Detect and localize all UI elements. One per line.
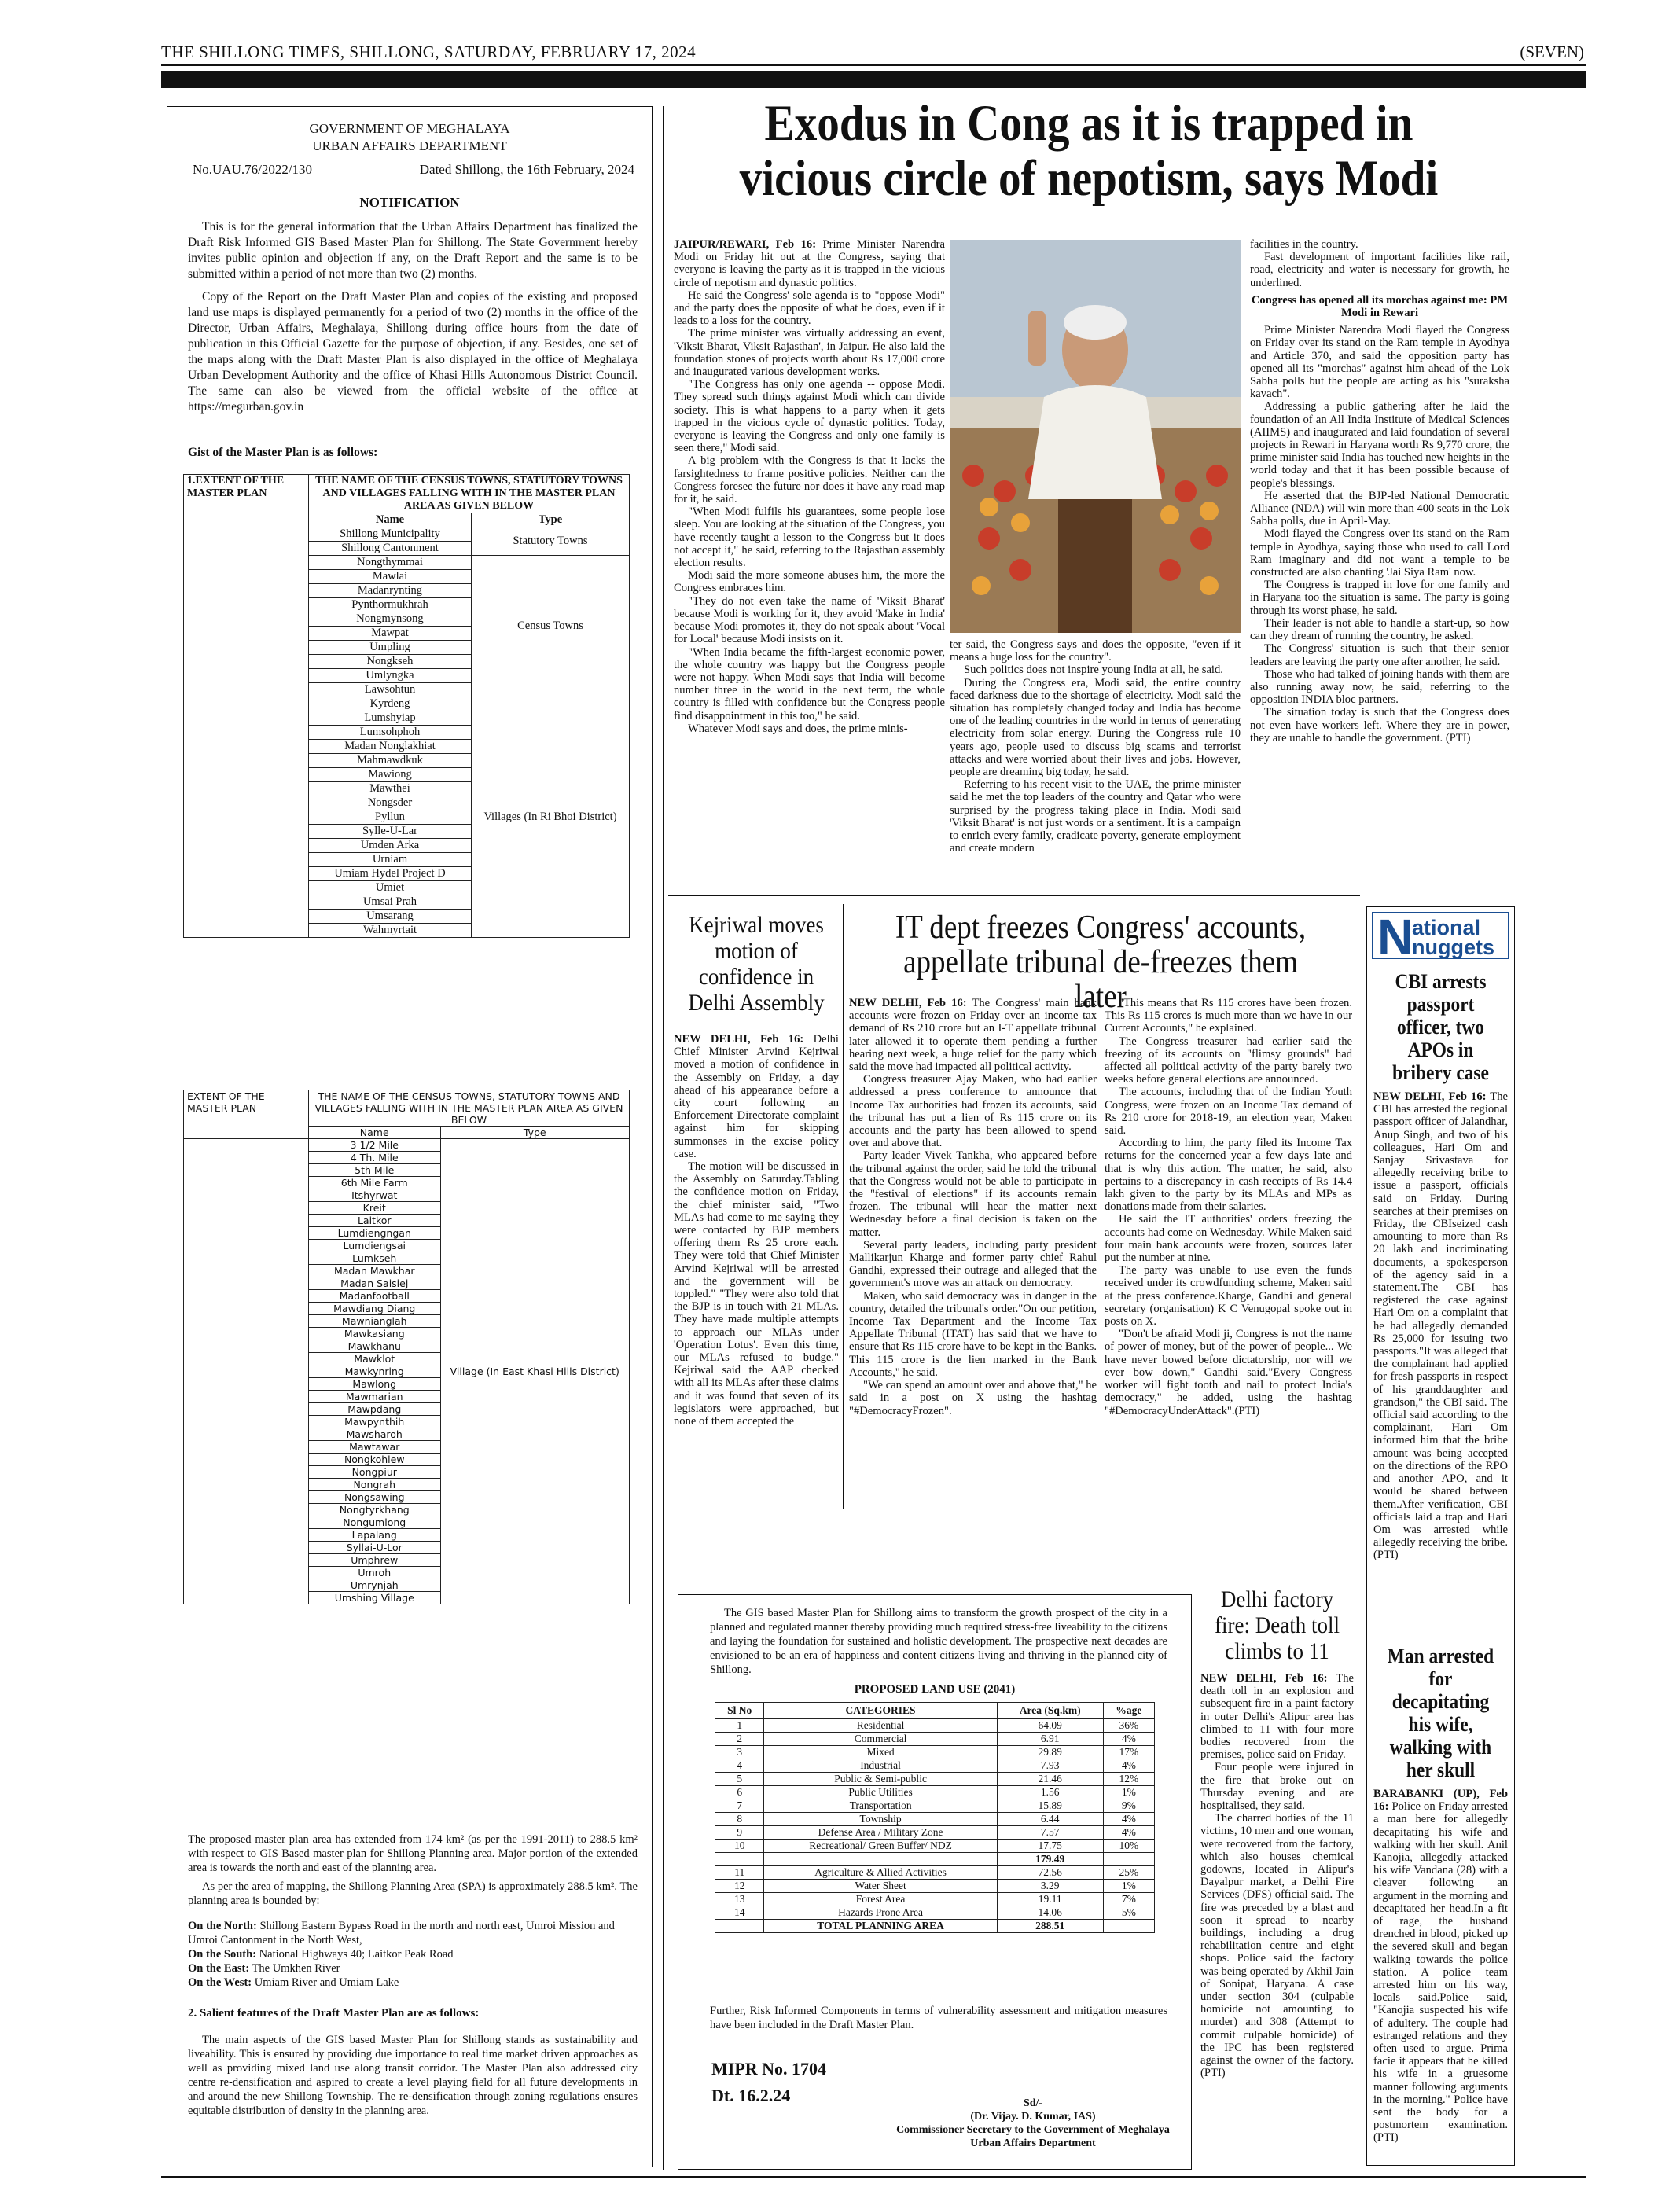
- government-notice: [167, 106, 653, 2167]
- delhi-fire-story: [1200, 1586, 1354, 2080]
- place-name: Lapalang: [309, 1529, 441, 1542]
- it-para: The Congress treasurer had earlier said the freezing of its accounts on "flimsy grounds" had affected all political activity of the party barely two weeks before general elections are announced.: [1105, 1035, 1352, 1086]
- place-name: Mawkhanu: [309, 1340, 441, 1353]
- table-row: [715, 1853, 1155, 1866]
- table-row: [715, 1733, 1155, 1746]
- land-use-cell: 13: [715, 1893, 764, 1906]
- modi-para: Their leader is not able to handle a start-up, so how can they dream of running the country, he asked.: [1250, 616, 1509, 643]
- modi-para: "They do not even take the name of 'Viksit Bharat' because Modi is working for it, they avoid 'Make in India' because Modi promotes it, they do not speak about 'Vocal for Local' because Modi insists on it.: [674, 594, 945, 646]
- place-name: Nongsawing: [309, 1491, 441, 1504]
- modi-para: Prime Minister Narendra Modi flayed the Congress on Friday over its stand on the Ram temple in Ayodhya and Article 370, and said the opposition party has opened all its "morchas" against him ahead of the Lok Sabha polls but the people are acting as his "suraksha kavach".: [1250, 324, 1509, 401]
- place-name: Mawthei: [309, 782, 472, 796]
- notice-gov: GOVERNMENT OF MEGHALAYA: [309, 121, 510, 136]
- land-use-cell: Mixed: [764, 1746, 997, 1759]
- t1-header-extent: 1.EXTENT OF THE MASTER PLAN: [184, 475, 309, 527]
- land-use-cell: 3.29: [997, 1880, 1103, 1893]
- modi-para: The Congress is trapped in love for one family and in Haryana too the situation is same. The party is going through its worst phase, he said.: [1250, 579, 1509, 617]
- place-name: Mawmarian: [309, 1391, 441, 1403]
- land-use-cell: 3: [715, 1746, 764, 1759]
- man-arrested-story: [1373, 1645, 1508, 2145]
- land-use-cell: 36%: [1103, 1719, 1154, 1733]
- notice-para-3: The proposed master plan area has extended from 174 km² (as per the 1991-2011) to 288.5 km² with respect to GIS Based master plan for Shillong Planning area. Major portion of the extended area is towards the north and east of the planning area.: [188, 1833, 638, 1874]
- place-name: Mawpdang: [309, 1403, 441, 1416]
- it-para: The accounts, including that of the Indian Youth Congress, were frozen on an Income Tax demand of Rs 210 crore for 2018-19, an election year, Maken said.: [1105, 1086, 1352, 1138]
- land-use-header: Sl No: [715, 1703, 764, 1719]
- place-name: Syllai-U-Lor: [309, 1542, 441, 1554]
- notice-boundaries: [188, 1919, 638, 1990]
- land-use-cell: 14.06: [997, 1906, 1103, 1920]
- place-name: Umiet: [309, 881, 472, 895]
- notice-number: No.UAU.76/2022/130: [193, 162, 313, 177]
- boundary-south-label: On the South:: [188, 1948, 257, 1961]
- land-use-cell: 7%: [1103, 1893, 1154, 1906]
- table-row: [715, 1906, 1155, 1920]
- place-name: Mawiong: [309, 768, 472, 782]
- place-name: Umsarang: [309, 910, 472, 924]
- land-use-cell: Public & Semi-public: [764, 1773, 997, 1786]
- it-column-1: [849, 997, 1097, 1417]
- place-name: Mawlai: [309, 570, 472, 584]
- t1-extent-cell: [184, 527, 309, 938]
- t2-extent-cell: [184, 1139, 309, 1604]
- land-use-cell: 4%: [1103, 1826, 1154, 1840]
- modi-para: facilities in the country.: [1250, 238, 1358, 251]
- table-row: [715, 1759, 1155, 1773]
- place-name: Lumsohphoh: [309, 726, 472, 740]
- land-use-cell: 1%: [1103, 1880, 1154, 1893]
- it-headline-line1: IT dept freezes Congress' accounts,: [895, 910, 1307, 946]
- modi-column-2: [950, 638, 1241, 855]
- place-name: Madan Mawkhar: [309, 1265, 441, 1277]
- boundary-north: Shillong Eastern Bypass Road in the north and north east, Umroi Mission and Umroi Cantonment in the North West,: [188, 1920, 615, 1946]
- land-use-cell: 17%: [1103, 1746, 1154, 1759]
- nuggets-logo-n: N: [1377, 909, 1414, 965]
- place-name: Kreit: [309, 1202, 441, 1215]
- place-name: Lumdiengngan: [309, 1227, 441, 1240]
- table-row: [184, 1139, 630, 1152]
- master-plan-table-1: [183, 474, 630, 938]
- land-use-cell: 4%: [1103, 1733, 1154, 1746]
- modi-para: The situation today is such that the Congress does not even have workers left. Where they are in power, they are unable to handle the government. (PTI): [1250, 706, 1509, 744]
- land-use-cell: 7.93: [997, 1759, 1103, 1773]
- place-name: Umiam Hydel Project D: [309, 867, 472, 881]
- notice-section-2: 2. Salient features of the Draft Master Plan are as follows:: [188, 2007, 480, 2020]
- land-use-cell: Industrial: [764, 1759, 997, 1773]
- place-name: Itshyrwat: [309, 1189, 441, 1202]
- place-name: Laitkor: [309, 1215, 441, 1227]
- place-name: Umroh: [309, 1567, 441, 1579]
- place-name: Shillong Cantonment: [309, 542, 472, 556]
- column-rule: [663, 106, 664, 2170]
- modi-photo-image: [950, 240, 1241, 633]
- place-name: Madanrynting: [309, 584, 472, 598]
- place-name: Madan Nonglakhiat: [309, 740, 472, 754]
- place-name: Lawsohtun: [309, 683, 472, 697]
- notice-para-5: The main aspects of the GIS based Master Plan for Shillong stands as sustainability and liveability. This is ensured by providing due importance to real time market driven approaches as well as providing mixed land use along transit corridor. The Master Plan also addressed city centre re-densification and aspired to create a level playing field for all future developments in and around the new Shillong Township. The re-densification through zoning regulations ensures equitable distribution of density in the planning area.: [188, 2034, 638, 2117]
- land-use-para-2: Further, Risk Informed Components in terms of vulnerability assessment and mitigation measures have been included in the Draft Master Plan.: [710, 2005, 1167, 2031]
- land-use-cell: [764, 1853, 997, 1866]
- land-use-cell: Public Utilities: [764, 1786, 997, 1799]
- black-bar: [161, 71, 1586, 88]
- place-name: Mawpynthih: [309, 1416, 441, 1428]
- delhi-fire-para: Four people were injured in the fire that broke out on Thursday evening and are hospitalised, they said.: [1200, 1761, 1354, 1813]
- table-row: [715, 1813, 1155, 1826]
- land-use-cell: 9: [715, 1826, 764, 1840]
- signature-title: Commissioner Secretary to the Government of Meghalaya: [896, 2124, 1170, 2136]
- place-name: Nongumlong: [309, 1516, 441, 1529]
- t2-col-name: Name: [309, 1127, 441, 1139]
- t1-col-name: Name: [309, 513, 472, 527]
- modi-para: Those who had talked of joining hands with them are also running away now, he said, referring to the opposition INDIA bloc partners.: [1250, 667, 1509, 707]
- delhi-fire-para: The charred bodies of the 11 victims, 10 men and one woman, were recovered from the factory, which also houses chemical godowns, located in Alipur's Dayalpur market, a Delhi Fire Services (DFS) official said. The fire was preceded by a blast and soon it spread to nearby buildings, including a drug rehabilitation centre and eight shops. Police said the factory was being operated by Akhil Jain of Sonipat, Haryana. A case under section 304 (culpable homicide not amounting to murder) and 308 (Attempt to commit culpable homicide) of the IPC has been registered against the owner of the factory. (PTI): [1200, 1812, 1354, 2080]
- place-name: Nongtyrkhang: [309, 1504, 441, 1516]
- mipr-number: MIPR No. 1704: [711, 2059, 827, 2079]
- t2-header-names: THE NAME OF THE CENSUS TOWNS, STATUTORY TOWNS AND VILLAGES FALLING WITH IN THE MASTER PLAN AREA AS GIVEN BELOW: [309, 1090, 630, 1127]
- it-para: "We can spend an amount over and above that," he said in a post on X using the hashtag "#DemocracyFrozen".: [849, 1379, 1097, 1417]
- place-type: Statutory Towns: [471, 527, 629, 556]
- land-use-cell: 25%: [1103, 1866, 1154, 1880]
- modi-column-3: [1250, 238, 1509, 744]
- place-type: Villages (In Ri Bhoi District): [471, 697, 629, 938]
- cbi-para: The CBI has arrested the regional passport officer of Jalandhar, Anup Singh, and two of his colleagues, Hari Om and Sanjay Srivastava for allegedly receiving bribe to issue a passport, officials said on Friday. During searches at their premises on Friday, the CBIseized cash amounting to more than Rs 20 lakh and incriminating documents, a spokesperson of the agency said in a statement.The CBI has registered the case against Hari Om on a complaint that he had allegedly demanded Rs 25,000 for issuing two passports."It was alleged that the complainant had applied for fresh passports in respect of his granddaughter and grandson," the CBI said. The official said according to the complainant, Hari Om informed him that the bribe amount was being accepted on the directions of the RPO and another APO, and it would be shared between them.After verification, CBI officials laid a trap and Hari Om was arrested while allegedly receiving the bribe. (PTI): [1373, 1090, 1508, 1562]
- modi-para: Such politics does not inspire young India at all, he said.: [964, 663, 1223, 677]
- place-name: Umsai Prah: [309, 895, 472, 910]
- kejriwal-para: Delhi Chief Minister Arvind Kejriwal moved a motion of confidence in the Assembly on Friday, a day ahead of his appearance before a city court following an Enforcement Directorate complaint against him for skipping summonses in the excise policy case.: [674, 1033, 839, 1160]
- table-row: [715, 1893, 1155, 1906]
- table-row: [715, 1840, 1155, 1853]
- land-use-cell: 10%: [1103, 1840, 1154, 1853]
- modi-headline-line2: vicious circle of nepotism, says Modi: [739, 150, 1439, 207]
- modi-para: Fast development of important facilities like rail, road, electricity and water is necessary for growth, he underlined.: [1250, 251, 1509, 289]
- notice-para-4: As per the area of mapping, the Shillong Planning Area (SPA) is approximately 288.5 km². The planning area is bounded by:: [188, 1880, 638, 1907]
- modi-para: "When Modi fulfils his guarantees, some people lose sleep. You are looking at the situation of the Congress, you have recently taught a lesson to the Congress but it does not accept it," he said, referring to the Rajasthan assembly election results.: [674, 505, 945, 570]
- place-name: 4 Th. Mile: [309, 1152, 441, 1164]
- modi-para: Modi flayed the Congress over its stand on the Ram temple in Ayodhya, saying those who used to call Lord Ram imaginary and did not want a temple to be constructed are also chanting 'Jai Siya Ram' now.: [1250, 527, 1509, 579]
- land-use-cell: 2: [715, 1733, 764, 1746]
- land-use-cell: 21.46: [997, 1773, 1103, 1786]
- paper-date-line: THE SHILLONG TIMES, SHILLONG, SATURDAY, FEBRUARY 17, 2024: [161, 42, 697, 61]
- kejriwal-headline: Kejriwal moves motion of confidence in Delhi Assembly: [688, 912, 825, 1016]
- land-use-cell: Agriculture & Allied Activities: [764, 1866, 997, 1880]
- land-use-cell: [1103, 1853, 1154, 1866]
- it-headline-line2: appellate tribunal de-freezes them later: [903, 944, 1298, 1015]
- land-use-cell: 4: [715, 1759, 764, 1773]
- national-nuggets-logo: [1372, 909, 1509, 965]
- notice-date: Dated Shillong, the 16th February, 2024: [419, 162, 634, 177]
- land-use-header: CATEGORIES: [764, 1703, 997, 1719]
- t1-col-type: Type: [471, 513, 629, 527]
- land-use-cell: 5%: [1103, 1906, 1154, 1920]
- bottom-rule: [161, 2176, 1586, 2178]
- land-use-cell: 10: [715, 1840, 764, 1853]
- place-name: Nongthymmai: [309, 556, 472, 570]
- place-name: Mawkasiang: [309, 1328, 441, 1340]
- place-name: Nongsder: [309, 796, 472, 810]
- land-use-cell: 1.56: [997, 1786, 1103, 1799]
- land-use-cell: [1103, 1920, 1154, 1933]
- land-use-cell: Commercial: [764, 1733, 997, 1746]
- land-use-header: Area (Sq.km): [997, 1703, 1103, 1719]
- modi-headline-line1: Exodus in Cong as it is trapped in: [764, 95, 1413, 152]
- land-use-cell: Township: [764, 1813, 997, 1826]
- nuggets-logo-line2: nuggets: [1412, 935, 1494, 959]
- place-name: Wahmyrtait: [309, 924, 472, 938]
- place-type: Census Towns: [471, 556, 629, 697]
- land-use-cell: [715, 1920, 764, 1933]
- land-use-cell: 1: [715, 1719, 764, 1733]
- place-name: Umshing Village: [309, 1592, 441, 1604]
- nuggets-logo-line1: ational: [1412, 916, 1481, 939]
- national-nuggets-box: [1366, 906, 1515, 2166]
- land-use-cell: 15.89: [997, 1799, 1103, 1813]
- notice-dept: URBAN AFFAIRS DEPARTMENT: [312, 138, 507, 153]
- table-row: [715, 1920, 1155, 1933]
- land-use-cell: 29.89: [997, 1746, 1103, 1759]
- table-row: [715, 1773, 1155, 1786]
- place-name: Pyllun: [309, 810, 472, 825]
- boundary-east-label: On the East:: [188, 1962, 250, 1975]
- it-para: The Congress' main bank accounts were frozen on Friday over an income tax demand of Rs 210 crore but an I-T appellate tribunal later allowed it to operate them pending a further hearing next week, a huge relief for the party which said the move had impacted all political activity.: [849, 997, 1097, 1074]
- place-name: Nongrah: [309, 1479, 441, 1491]
- place-name: Pynthormukhrah: [309, 598, 472, 612]
- land-use-cell: Hazards Prone Area: [764, 1906, 997, 1920]
- land-use-cell: TOTAL PLANNING AREA: [764, 1920, 997, 1933]
- signature-sd: Sd/-: [1023, 2097, 1043, 2109]
- rule: [161, 64, 1586, 66]
- boundary-west-label: On the West:: [188, 1976, 252, 1989]
- it-para: According to him, the party filed its Income Tax returns for the concerned year a few days late and that is why this action. The matter, he said, also pertains to a discrepancy in cash receipts of Rs 14.4 lakh given to the party by its MLAs and MPs as donations made from their salaries.: [1105, 1137, 1352, 1214]
- delhi-fire-headline: Delhi factory fire: Death toll climbs to 11: [1215, 1586, 1340, 1664]
- table-row: [715, 1746, 1155, 1759]
- boundary-west: Umiam River and Umiam Lake: [254, 1976, 399, 1989]
- notice-para-2: Copy of the Report on the Draft Master Plan and copies of the existing and proposed land use maps is displayed permanently for a period of two (2) months in the office of the Director, Urban Affairs, Meghalaya, Shillong during office hours from the date of publication in this Official Gazette for the purpose of objection, if any. Besides, one set of the maps along with the Draft Master Plan is also displayed in the office of Meghalaya Urban Development Authority and the office of Khasi Hills Autonomous District Council. The same can also be viewed from the official website of the office at https://megurban.gov.in: [188, 290, 638, 414]
- cbi-dateline: NEW DELHI, Feb 16:: [1373, 1090, 1487, 1103]
- place-name: Mawdiang Diang: [309, 1303, 441, 1315]
- boundary-east: The Umkhen River: [252, 1962, 340, 1975]
- place-name: Lumdiengsai: [309, 1240, 441, 1252]
- place-name: Umpling: [309, 641, 472, 655]
- modi-para: Modi said the more someone abuses him, the more the Congress embraces him.: [674, 569, 945, 595]
- kejriwal-story: [674, 912, 839, 1428]
- modi-para: He asserted that the BJP-led National Democratic Alliance (NDA) will win more than 400 seats in the Lok Sabha polls, due in April-May.: [1250, 489, 1509, 528]
- kejriwal-para: The motion will be discussed in the Assembly on Saturday.Tabling the confidence motion on Friday, the chief minister said, "Two MLAs had come to me saying they were contacted by BJP members offering them Rs 25 crore each. They were told that Chief Minister Arvind Kejriwal will be arrested and the government will be toppled." "They were also told that the BJP is in touch with 21 MLAs. They have made multiple attempts to approach our MLAs under 'Operation Lotus'. Even this time, our MLAs refused to budge." Kejriwal said the AAP checked with all its MLAs after these claims and it was found that seven of its legislators were approached, but none of them accepted the: [674, 1160, 839, 1428]
- it-para: "This means that Rs 115 crores have been frozen. This Rs 115 crores is much more than we have in our Current Accounts," he explained.: [1105, 997, 1352, 1035]
- land-use-cell: 9%: [1103, 1799, 1154, 1813]
- section-rule: [668, 895, 1360, 896]
- modi-para: Prime Minister Narendra Modi on Friday hit out at the Congress, saying that everyone is leaving the party as it is trapped in the vicious circle of nepotism and dynastic politics.: [674, 238, 945, 289]
- it-para: He said the IT authorities' orders freezing the accounts had come on Wednesday. While Maken said four main bank accounts were frozen, sources later put the number at nine.: [1105, 1213, 1352, 1265]
- cbi-headline: CBI arrests passport officer, two APOs in bribery case: [1392, 970, 1489, 1084]
- land-use-cell: Recreational/ Green Buffer/ NDZ: [764, 1840, 997, 1853]
- t1-header-names: THE NAME OF THE CENSUS TOWNS, STATUTORY TOWNS AND VILLAGES FALLING WITH IN THE MASTER PLAN AREA AS GIVEN BELOW: [309, 475, 630, 513]
- it-dateline: NEW DELHI, Feb 16:: [849, 997, 967, 1009]
- land-use-table: [715, 1702, 1155, 1933]
- column-rule: [843, 904, 844, 1509]
- delhi-fire-dateline: NEW DELHI, Feb 16:: [1200, 1672, 1328, 1685]
- place-name: Umden Arka: [309, 839, 472, 853]
- land-use-cell: 12%: [1103, 1773, 1154, 1786]
- land-use-cell: 6: [715, 1786, 764, 1799]
- delhi-fire-para: The death toll in an explosion and subsequent fire in a paint factory in outer Delhi's Alipur area has climbed to 11 with four more bodies recovered from the premises, police said on Friday.: [1200, 1672, 1354, 1762]
- modi-para: Addressing a public gathering after he laid the foundation of an All India Institute of Medical Sciences (AIIMS) and inaugurated and laid foundation of several projects in Rewari in Haryana worth Rs 9,770 crore, the prime minister said India has touched new heights in the world today and that it has been possible because of people's blessings.: [1250, 400, 1509, 490]
- place-name: Shillong Municipality: [309, 527, 472, 542]
- boundary-south: National Highways 40; Laitkor Peak Road: [259, 1948, 454, 1961]
- place-name: Mahmawdkuk: [309, 754, 472, 768]
- it-para: "Don't be afraid Modi ji, Congress is not the name of power of money, but of the power of people... We have never bowed before dictatorship, nor will we ever bow down," Gandhi said."Every Congress worker will fight tooth and nail to protect India's democracy," he added, using the hashtag "#DemocracyUnderAttack".(PTI): [1105, 1328, 1352, 1417]
- land-use-cell: 288.51: [997, 1920, 1103, 1933]
- table-row: [184, 527, 630, 542]
- land-use-cell: 4%: [1103, 1813, 1154, 1826]
- place-name: Madanfootball: [309, 1290, 441, 1303]
- kejriwal-dateline: NEW DELHI, Feb 16:: [674, 1033, 804, 1046]
- land-use-cell: 6.91: [997, 1733, 1103, 1746]
- it-para: The party was unable to use even the funds received under its crowdfunding scheme, Maken said at the press conference.Kharge, Gandhi and general secretary (organisation) K C Venugopal spoke out in posts on X.: [1105, 1264, 1352, 1329]
- place-name: Mawlong: [309, 1378, 441, 1391]
- boundary-north-label: On the North:: [188, 1920, 257, 1932]
- place-name: 6th Mile Farm: [309, 1177, 441, 1189]
- modi-headline: [719, 96, 1459, 206]
- notice-title: NOTIFICATION: [359, 195, 460, 210]
- place-name: Lumshyiap: [309, 711, 472, 726]
- land-use-cell: 14: [715, 1906, 764, 1920]
- table-row: [715, 1826, 1155, 1840]
- land-use-cell: 6.44: [997, 1813, 1103, 1826]
- land-use-cell: 17.75: [997, 1840, 1103, 1853]
- master-plan-table-2: [183, 1090, 630, 1604]
- land-use-cell: 12: [715, 1880, 764, 1893]
- place-name: Mawpat: [309, 627, 472, 641]
- land-use-cell: 7.57: [997, 1826, 1103, 1840]
- place-name: Umlyngka: [309, 669, 472, 683]
- modi-para: A big problem with the Congress is that it lacks the farsightedness to frame positive policies. Neither can the Congress foresee the future nor does it have any road map for it, he said.: [674, 454, 945, 506]
- place-name: Lumkseh: [309, 1252, 441, 1265]
- notice-gist: Gist of the Master Plan is as follows:: [188, 446, 378, 459]
- signature-dept: Urban Affairs Department: [970, 2137, 1096, 2149]
- land-use-cell: 11: [715, 1866, 764, 1880]
- place-name: Mawtawar: [309, 1441, 441, 1454]
- man-arrested-para: Police on Friday arrested a man here for allegedly decapitating his wife and walking with her skull. Anil Kanojia, allegedly attacked his wife Vandana (28) with a cleaver following an argument in the morning and decapitated her head.In a fit of rage, the husband drenched in blood, picked up the severed skull and began walking towards the police station. A police team arrested him on his way, locals said.Police said, "Kanojia suspected his wife of adultery. The couple had estranged relations and they often used to argue. Prima facie it appears that he killed his wife in a gruesome manner following arguments in the morning." Police have sent the body for a postmortem examination. (PTI): [1373, 1800, 1508, 2145]
- land-use-cell: 1%: [1103, 1786, 1154, 1799]
- table-row: [715, 1799, 1155, 1813]
- modi-dateline: JAIPUR/REWARI, Feb 16:: [674, 238, 817, 251]
- modi-para: He said the Congress' sole agenda is to "oppose Modi" and the party does the opposite of what he does, even if it leads to a loss for the country.: [674, 289, 945, 328]
- table-row: [715, 1866, 1155, 1880]
- place-name: Mawklot: [309, 1353, 441, 1365]
- land-use-cell: Residential: [764, 1719, 997, 1733]
- notice-para-1: This is for the general information that the Urban Affairs Department has finalized the Draft Risk Informed GIS Based Master Plan for Shillong. The State Government hereby invites public opinion and objection if any, on the Draft Report and the same is to be submitted within a period of not more than two (2) months.: [188, 220, 638, 281]
- place-name: Kyrdeng: [309, 697, 472, 711]
- land-use-cell: 5: [715, 1773, 764, 1786]
- mipr-date: Dt. 16.2.24: [711, 2086, 791, 2105]
- land-use-cell: Water Sheet: [764, 1880, 997, 1893]
- place-name: Nongkseh: [309, 655, 472, 669]
- it-para: Party leader Vivek Tankha, who appeared before the tribunal against the order, said he told the tribunal that the Congress would not be able to participate in the "festival of elections" if its accounts remain frozen. The tribunal will hear the matter next Wednesday before a final decision is taken on the matter.: [849, 1149, 1097, 1239]
- land-use-para-1: The GIS based Master Plan for Shillong aims to transform the growth prospect of the city in a planned and regulated manner thereby providing much required stress-free liveability to the citizens and laying the foundation for sustained and holistic development. The prospective next decades are envisioned to be an era of happiness and content citizens living and thriving in the planned city of Shillong.: [710, 1607, 1167, 1676]
- t2-header-extent: EXTENT OF THE MASTER PLAN: [184, 1090, 309, 1139]
- signature-name: (Dr. Vijay. D. Kumar, IAS): [970, 2111, 1096, 2123]
- man-arrested-dateline: BARABANKI (UP), Feb 16:: [1373, 1788, 1508, 1814]
- place-name: Mawnianglah: [309, 1315, 441, 1328]
- modi-photo: [950, 240, 1241, 633]
- modi-para: Referring to his recent visit to the UAE, the prime minister said he met the top leaders of the country and Qatar who were surprised by the progress taking place in India. Modi said 'Viksit Bharat' is not just words or a sentiment. It is a campaign to enrich every family, eradicate poverty, generate employment and create modern: [950, 778, 1241, 855]
- place-name: 3 1/2 Mile: [309, 1139, 441, 1152]
- land-use-cell: 7: [715, 1799, 764, 1813]
- place-name: Madan Saisiej: [309, 1277, 441, 1290]
- place-name: 5th Mile: [309, 1164, 441, 1177]
- modi-para: During the Congress era, Modi said, the entire country faced darkness due to the shortage of electricity. Modi said the situation has completely changed today and India has become one of the leading countries in the world in terms of generating electricity from solar energy. During the Congress rule 10 years ago, people used to discuss big scams and terrorist attacks and were worried about their lives and jobs. However, people are dreaming big today, he said.: [950, 676, 1241, 779]
- modi-para: "When India became the fifth-largest economic power, the whole country was happy but the Congress people were not happy. When Modi says that India will become number three in the world in the next term, the whole country is filled with confidence but the Congress people find disappointment in this too," he said.: [674, 645, 945, 722]
- place-name: Umphrew: [309, 1554, 441, 1567]
- signature-block: [875, 2097, 1191, 2150]
- land-use-cell: [715, 1853, 764, 1866]
- modi-column-1: [674, 238, 945, 735]
- table-row: [715, 1880, 1155, 1893]
- place-name: Urniam: [309, 853, 472, 867]
- land-use-cell: Defense Area / Military Zone: [764, 1826, 997, 1840]
- place-name: Nongmynsong: [309, 612, 472, 627]
- modi-para: Whatever Modi says and does, the prime minis-: [688, 722, 908, 735]
- modi-subheading: Congress has opened all its morchas against me: PM Modi in Rewari: [1251, 293, 1509, 320]
- table-row: [715, 1719, 1155, 1733]
- land-use-cell: 8: [715, 1813, 764, 1826]
- land-use-cell: Forest Area: [764, 1893, 997, 1906]
- land-use-cell: 4%: [1103, 1759, 1154, 1773]
- place-name: Nongkohlew: [309, 1454, 441, 1466]
- place-type: Village (In East Khasi Hills District): [440, 1139, 630, 1604]
- place-name: Umrynjah: [309, 1579, 441, 1592]
- modi-para: "The Congress has only one agenda -- oppose Modi. They spread such things against Modi which can divide society. This is what happens to a party when it gets trapped in the vicious cycle of dynastic politics. Today, everyone is leaving the Congress and only one family is seen there," Modi said.: [674, 378, 945, 455]
- place-name: Sylle-U-Lar: [309, 825, 472, 839]
- land-use-cell: 19.11: [997, 1893, 1103, 1906]
- land-use-header: %age: [1103, 1703, 1154, 1719]
- land-use-cell: Transportation: [764, 1799, 997, 1813]
- land-use-notice: [678, 1594, 1192, 2170]
- it-para: Maken, who said democracy was in danger in the country, detailed the tribunal's order."On our petition, Income Tax Department and the Income Tax Appellate Tribunal (ITAT) has said that we have to ensure that Rs 115 crore have to be kept in the Banks. This 115 crore is the lien marked in the Bank Accounts," he said.: [849, 1289, 1097, 1379]
- land-use-title: PROPOSED LAND USE (2041): [854, 1683, 1016, 1696]
- land-use-cell: 179.49: [997, 1853, 1103, 1866]
- man-arrested-headline: Man arrested for decapitating his wife, walking with her skull: [1387, 1645, 1494, 1781]
- modi-para: ter said, the Congress says and does the opposite, "even if it means a huge loss for the country".: [950, 638, 1241, 664]
- it-para: Congress treasurer Ajay Maken, who had earlier addressed a press conference to announce that Income Tax authorities had frozen its accounts, said the tribunal has put a lien of Rs 115 crore on its accounts and the party has been allowed to spend over and above that.: [849, 1073, 1097, 1150]
- modi-para: The prime minister was virtually addressing an event, 'Viksit Bharat, Viksit Rajasthan', in Jaipur. He also laid the foundation stones of projects worth about Rs 17,000 crore and inaugurated various development works.: [674, 327, 945, 379]
- table-row: [715, 1786, 1155, 1799]
- place-name: Mawsharoh: [309, 1428, 441, 1441]
- it-para: Several party leaders, including party president Mallikarjun Kharge and former party chief Rahul Gandhi, expressed their outrage and alleged that the government's move was an attack on democracy.: [849, 1238, 1097, 1290]
- t2-col-type: Type: [440, 1127, 630, 1139]
- page-number: (SEVEN): [1520, 42, 1584, 61]
- place-name: Mawkynring: [309, 1365, 441, 1378]
- modi-para: The Congress' situation is such that their senior leaders are leaving the party one after another, he said.: [1250, 642, 1509, 668]
- land-use-cell: 72.56: [997, 1866, 1103, 1880]
- land-use-cell: 64.09: [997, 1719, 1103, 1733]
- it-column-2: [1105, 997, 1352, 1417]
- place-name: Nongpiur: [309, 1466, 441, 1479]
- cbi-story: [1373, 970, 1508, 1562]
